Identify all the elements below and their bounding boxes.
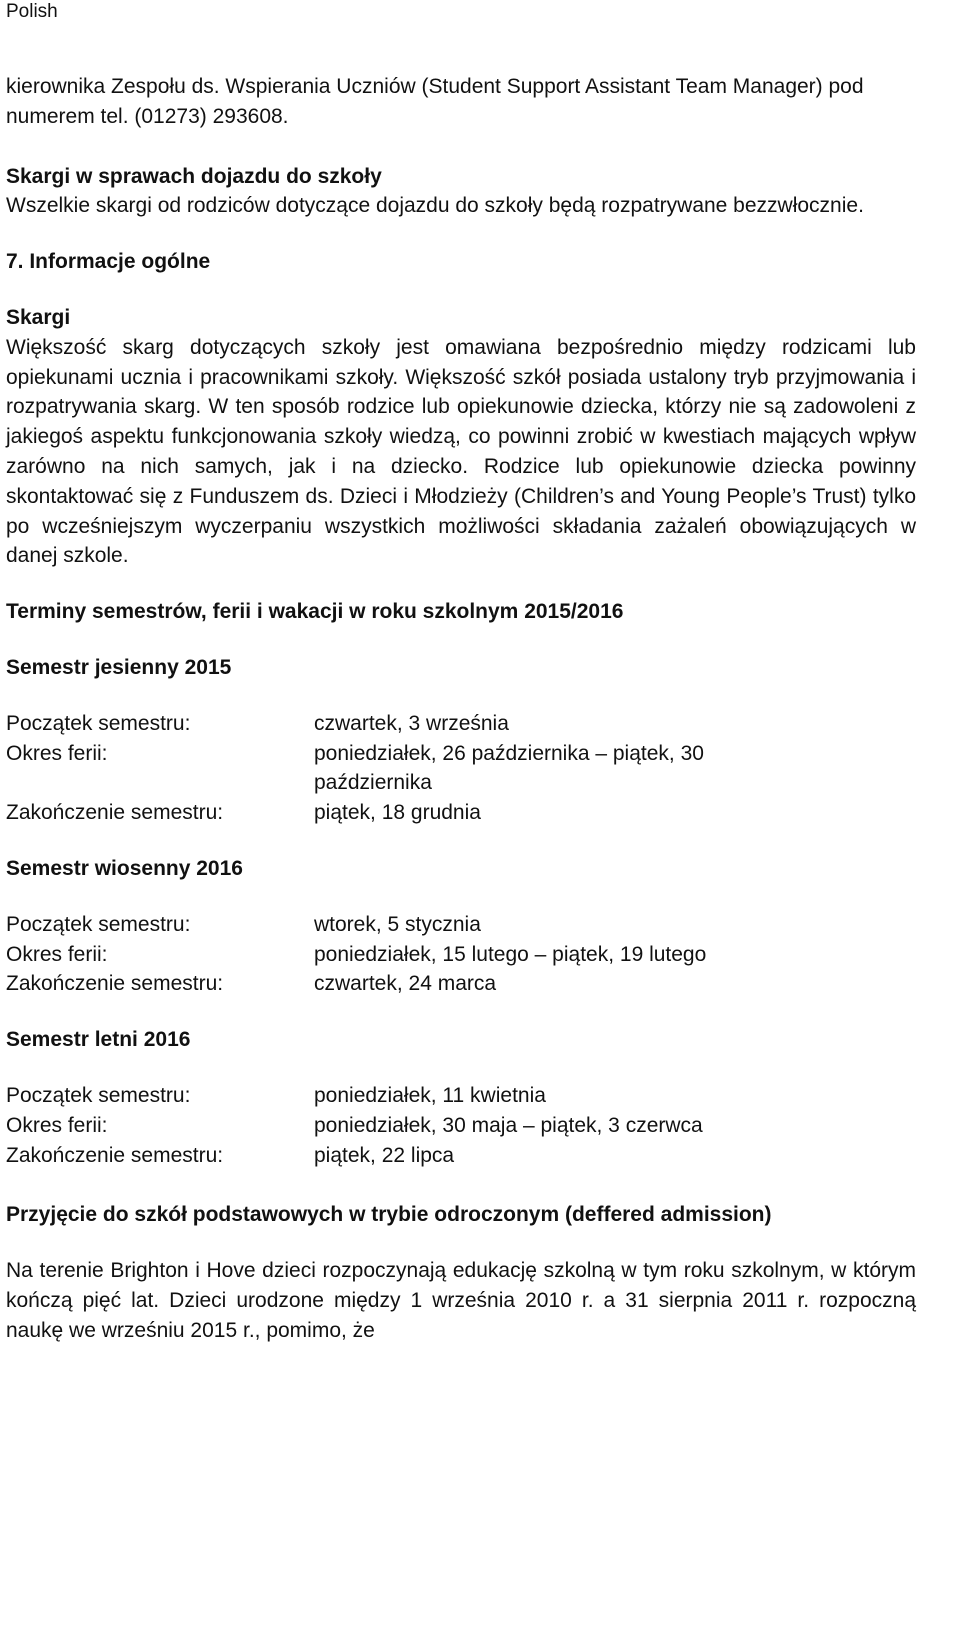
term-end-value: czwartek, 24 marca	[314, 972, 497, 996]
term-break-value: poniedziałek, 30 maja – piątek, 3 czerwca	[314, 1113, 703, 1137]
summer-term-table	[6, 1081, 814, 1170]
term-break-label: Okres ferii:	[6, 942, 108, 966]
term-end-label: Zakończenie semestru:	[6, 1143, 224, 1167]
term-break-label: Okres ferii:	[6, 741, 108, 765]
term-row	[6, 969, 814, 999]
spring-term-table	[6, 910, 814, 999]
term-row	[6, 739, 814, 799]
summer-term-heading: Semestr letni 2016	[6, 1028, 191, 1052]
term-row	[6, 940, 814, 970]
general-info-heading: 7. Informacje ogólne	[6, 250, 211, 274]
term-row	[6, 798, 814, 828]
deferred-admission-paragraph: Na terenie Brighton i Hove dzieci rozpoczynają edukację szkolną w tym roku szkolnym, w którym kończą pięć lat. Dzieci urodzone między 1 września 2010 r. a 31 sierpnia 2011 r. rozpoczną naukę we wrześniu 2015 r., pomimo, że	[6, 1259, 916, 1342]
term-dates-heading: Terminy semestrów, ferii i wakacji w roku szkolnym 2015/2016	[6, 600, 624, 624]
spring-term-heading: Semestr wiosenny 2016	[6, 856, 243, 880]
term-row	[6, 910, 814, 940]
term-row	[6, 709, 814, 739]
term-break-value: poniedziałek, 15 lutego – piątek, 19 lutego	[314, 942, 707, 966]
term-end-value: piątek, 22 lipca	[314, 1143, 455, 1167]
autumn-term-heading: Semestr jesienny 2015	[6, 655, 232, 679]
deferred-admission-heading: Przyjęcie do szkół podstawowych w trybie odroczonym (deffered admission)	[6, 1203, 772, 1227]
complaints-heading: Skargi	[6, 305, 71, 329]
complaints-paragraph: Większość skarg dotyczących szkoły jest omawiana bezpośrednio między rodzicami lub opiekunami ucznia i pracownikami szkoły. Większość szkół posiada ustalony tryb przyjmowania i rozpatrywania skarg. W ten sposób rodzice lub opiekunowie dziecka, którzy nie są zadowoleni z jakiegoś aspektu funkcjonowania szkoły wiedzą, co powinni zrobić w kwestiach mających wpływ zarówno na nich samych, jak i na dziecko. Rodzice lub opiekunowie dziecka powinny skontaktować się z Funduszem ds. Dzieci i Młodzieży (Children’s and Young People’s Trust) tylko po wcześniejszym wyczerpaniu wszystkich możliwości składania zażaleń obowiązujących w danej szkole.	[6, 335, 916, 568]
term-row	[6, 1081, 814, 1111]
term-start-label: Początek semestru:	[6, 1083, 191, 1107]
term-start-value: czwartek, 3 września	[314, 711, 509, 735]
term-row	[6, 1111, 814, 1141]
term-start-label: Początek semestru:	[6, 711, 191, 735]
language-label: Polish	[6, 1, 58, 22]
transport-paragraph: Wszelkie skargi od rodziców dotyczące dojazdu do szkoły będą rozpatrywane bezzwłocznie.	[6, 194, 864, 218]
transport-heading: Skargi w sprawach dojazdu do szkoły	[6, 164, 382, 188]
autumn-term-table	[6, 709, 814, 828]
term-break-value: poniedziałek, 26 października – piątek, 30 października	[314, 741, 704, 795]
term-start-value: poniedziałek, 11 kwietnia	[314, 1083, 546, 1107]
term-break-label: Okres ferii:	[6, 1113, 108, 1137]
term-end-value: piątek, 18 grudnia	[314, 801, 481, 825]
contact-paragraph: kierownika Zespołu ds. Wspierania Uczniów (Student Support Assistant Team Manager) pod numerem tel. (01273) 293608.	[6, 75, 864, 128]
document-body	[6, 72, 916, 1346]
term-row	[6, 1141, 814, 1171]
term-end-label: Zakończenie semestru:	[6, 801, 224, 825]
term-start-label: Początek semestru:	[6, 912, 191, 936]
term-end-label: Zakończenie semestru:	[6, 972, 224, 996]
term-start-value: wtorek, 5 stycznia	[314, 912, 481, 936]
